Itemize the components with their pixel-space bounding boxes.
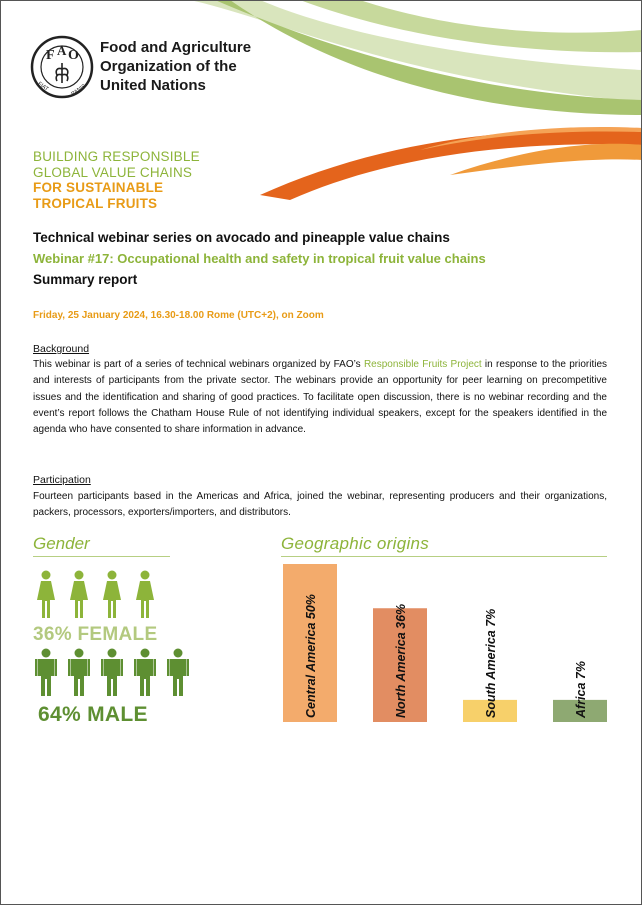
responsible-fruits-link[interactable]: Responsible Fruits Project [363,359,482,370]
bar-label-central-america: Central America 50% [304,594,318,718]
program-line-2: GLOBAL VALUE CHAINS [33,164,193,180]
svg-text:PANIS: PANIS [70,83,88,98]
svg-text:A: A [57,43,67,58]
male-person-icon [166,648,190,698]
female-percentage: 36% FEMALE [33,624,158,645]
webinar-title: Webinar #17: Occupational health and safety in tropical fruit value chains [33,251,486,266]
bar-label-south-america: South America 7% [484,608,498,718]
female-person-icon [100,570,124,620]
background-text-end: in response to the priorities and interests of participants from the private sector. The webinars provide an opportunity for peer learning on precompetitive issues and the identification and sharing of good practices. To facilitate open discussion, there is no webinar recording and the event’s report follows the Chatham House Rule of not identifying individual speakers, except for the speakers identified in the agenda who have consented to share information in advance. [33,359,608,436]
participation-heading: Participation [33,474,91,486]
svg-text:FIAT: FIAT [36,81,50,93]
svg-text:F: F [46,48,55,63]
female-person-icon [67,570,91,620]
chart-divider [281,556,607,557]
male-person-icon [133,648,157,698]
program-line-3: FOR SUSTAINABLE [33,180,164,195]
program-line-1: BUILDING RESPONSIBLE [33,149,200,164]
chart-title: Geographic origins [281,534,430,553]
female-person-icon [34,570,58,620]
background-paragraph [33,357,607,438]
male-percentage: 64% MALE [38,703,148,726]
gender-title: Gender [33,534,90,553]
program-title [33,149,200,211]
participation-paragraph: Fourteen participants based in the Americas and Africa, joined the webinar, representing producers and their organizations, packers, processors, exporters/importers, and distributors. [33,491,607,519]
org-name-line-2: Organization of the [100,58,237,75]
female-icons [34,570,157,620]
program-line-4: TROPICAL FRUITS [33,195,158,211]
male-person-icon [34,648,58,698]
male-icons [34,648,190,698]
svg-text:O: O [68,48,79,63]
report-title: Summary report [33,272,138,287]
series-title: Technical webinar series on avocado and pineapple value chains [33,230,450,245]
geographic-origins-chart [283,560,609,724]
gender-divider [33,556,170,557]
bar-label-north-america: North America 36% [394,603,408,718]
organization-name [100,38,251,95]
fao-logo [30,35,94,99]
female-person-icon [133,570,157,620]
event-date: Friday, 25 January 2024, 16.30-18.00 Rome (UTC+2), on Zoom [33,310,324,321]
background-heading: Background [33,343,90,355]
org-name-line-1: Food and Agriculture [100,39,252,56]
org-name-line-3: United Nations [100,77,206,94]
background-text-start: This webinar is part of a series of technical webinars organized by FAO’s [33,359,364,370]
bar-label-africa: Africa 7% [574,661,588,718]
male-person-icon [100,648,124,698]
male-person-icon [67,648,91,698]
